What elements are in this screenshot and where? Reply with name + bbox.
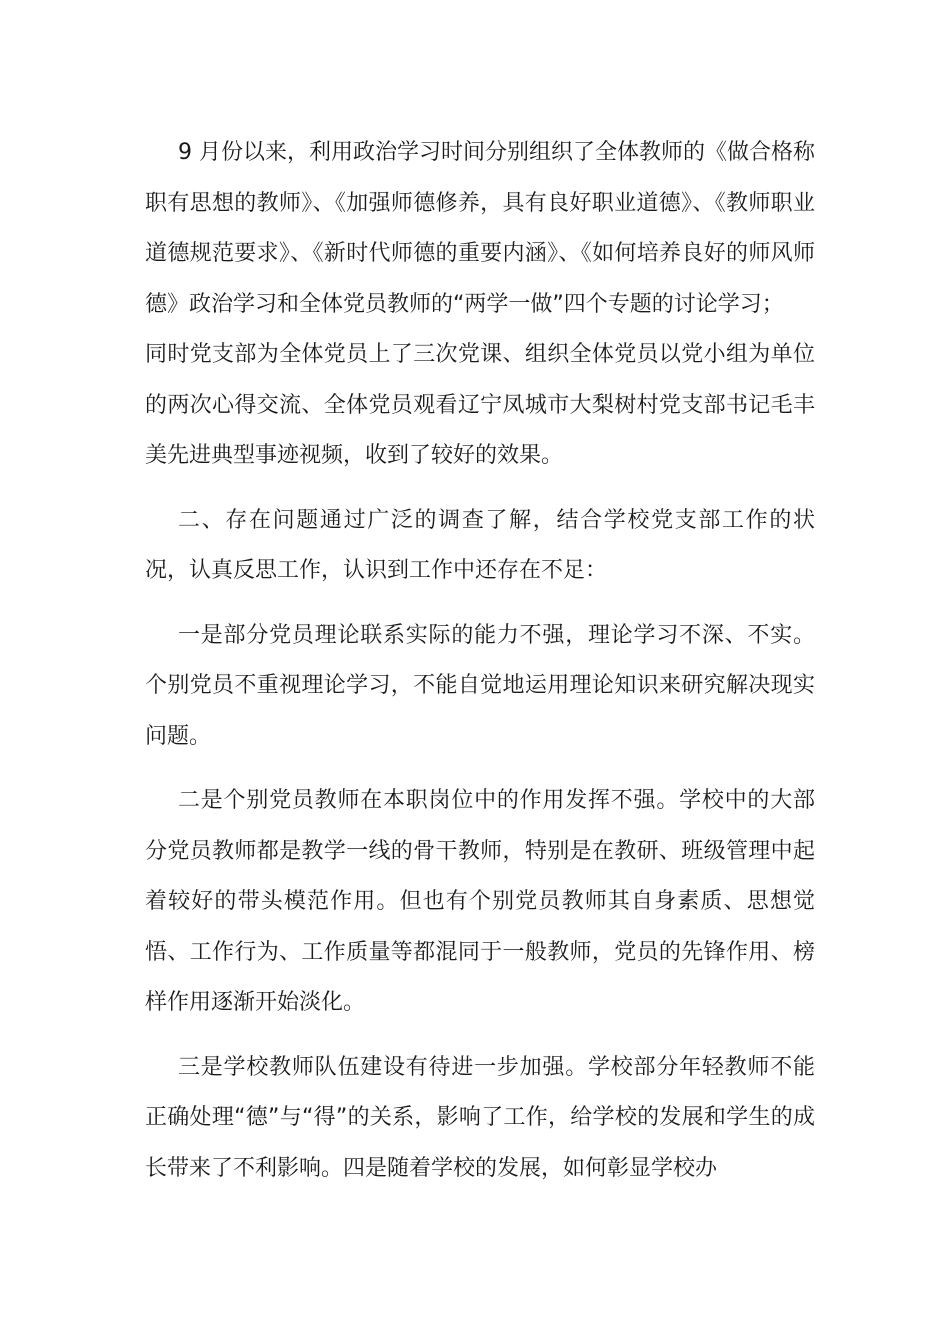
paragraph-political-study: 9 月份以来，利用政治学习时间分别组织了全体教师的《做合格称职有思想的教师》、《加强师德修养，具有良好职业道德》、《教师职业道德规范要求》、《新时代师德的重要内涵》、《如何培养良好的师风师德》政治学习和全体党员教师的“两学一做”四个专题的讨论学习； [145, 140, 815, 317]
paragraph-problems-heading: 二、存在问题通过广泛的调查了解，结合学校党支部工作的状况，认真反思工作，认识到工作中还存在不足： [145, 507, 815, 583]
document-body [145, 128, 815, 1194]
paragraph-problem-three: 三是学校教师队伍建设有待进一步加强。学校部分年轻教师不能正确处理“德”与“得”的关系，影响了工作，给学校的发展和学生的成长带来了不利影响。四是随着学校的发展，如何彰显学校办 [145, 1054, 815, 1181]
paragraph-problem-one: 一是部分党员理论联系实际的能力不强，理论学习不深、不实。个别党员不重视理论学习，不能自觉地运用理论知识来研究解决现实问题。 [145, 622, 815, 749]
paragraph-party-lessons: 同时党支部为全体党员上了三次党课、组织全体党员以党小组为单位的两次心得交流、全体党员观看辽宁凤城市大梨树村党支部书记毛丰美先进典型事迹视频，收到了较好的效果。 [145, 342, 815, 468]
paragraph-problem-two: 二是个别党员教师在本职岗位中的作用发挥不强。学校中的大部分党员教师都是教学一线的骨干教师，特别是在教研、班级管理中起着较好的带头模范作用。但也有个别党员教师其自身素质、思想觉悟、工作行为、工作质量等都混同于一般教师，党员的先锋作用、榜样作用逐渐开始淡化。 [145, 788, 815, 1015]
